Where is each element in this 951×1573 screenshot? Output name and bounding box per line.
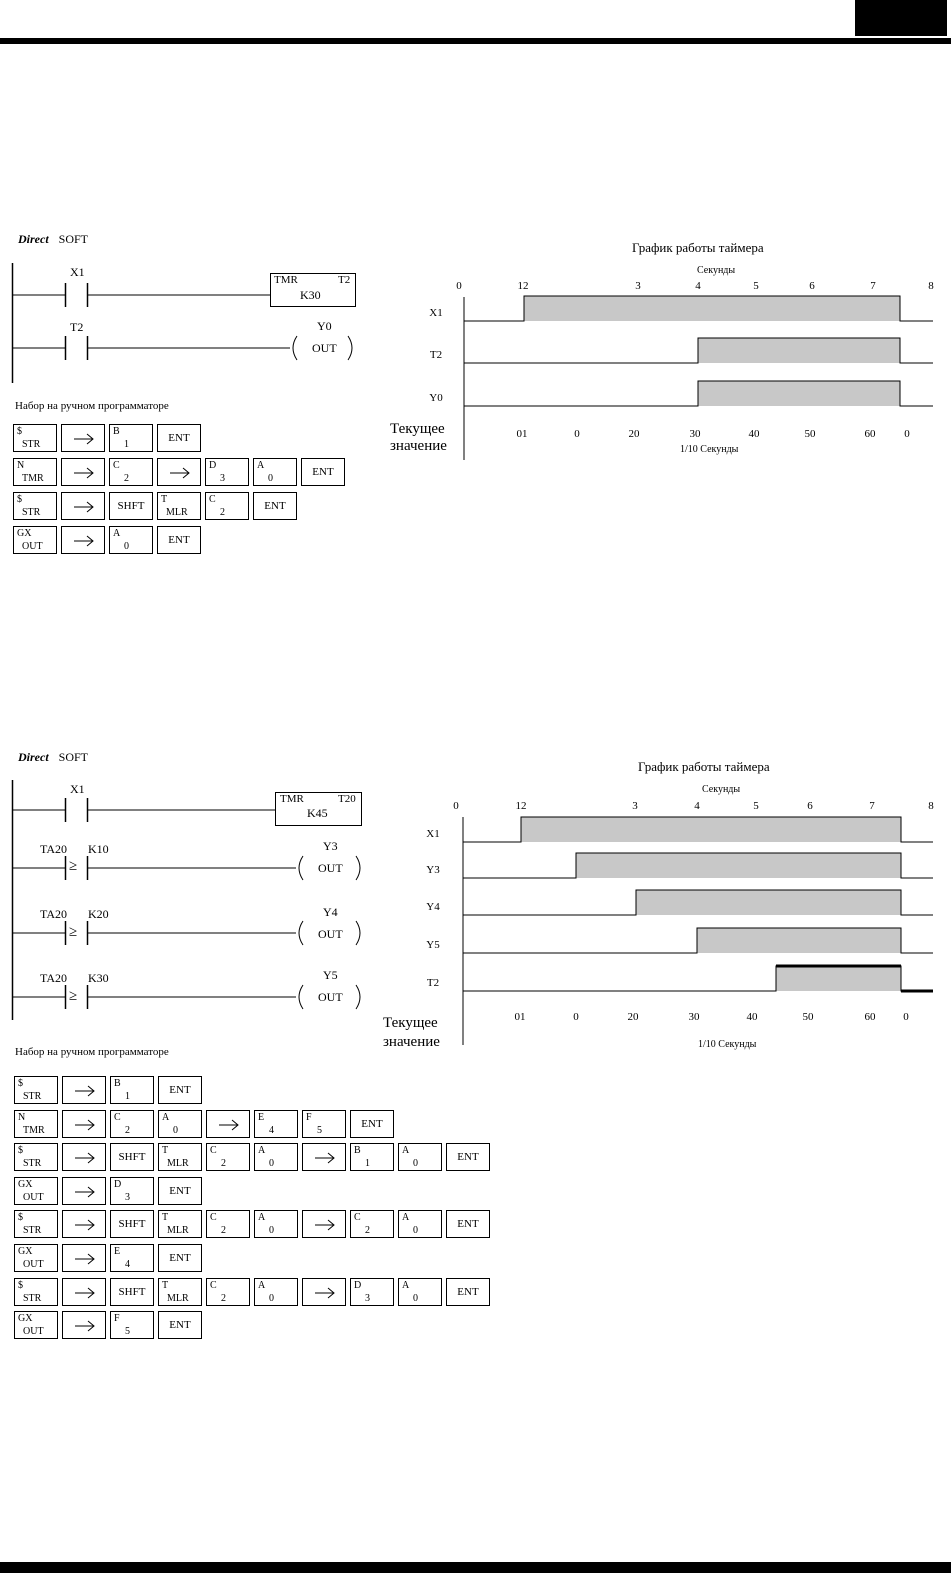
arrow-key-icon xyxy=(61,492,105,520)
timer-name: T2 xyxy=(338,274,351,286)
timing-unit-bottom-1: 1/10 Секунды xyxy=(680,444,739,455)
top-tick-label: 7 xyxy=(870,280,876,292)
bottom-tick-label: 20 xyxy=(627,1011,639,1023)
bottom-tick-label: 40 xyxy=(748,428,760,440)
timer-type-2: TMR xyxy=(280,793,304,805)
timer-name-2: T20 xyxy=(338,793,356,805)
key-mlr: T MLR xyxy=(158,1278,202,1306)
bottom-tick-label: 40 xyxy=(746,1011,758,1023)
bottom-tick-label: 60 xyxy=(864,428,876,440)
key-str: $ STR xyxy=(14,1278,58,1306)
cmp-right-3: K30 xyxy=(88,971,109,985)
key-0: A 0 xyxy=(254,1210,298,1238)
signal-on-region xyxy=(697,928,901,953)
key-1: B 1 xyxy=(110,1076,154,1104)
footer-rule xyxy=(0,1562,951,1573)
top-tick-label: 4 xyxy=(694,800,700,812)
key-shft: SHFT xyxy=(109,492,153,520)
key-3: D 3 xyxy=(205,458,249,486)
key-5: F 5 xyxy=(110,1311,154,1339)
key-mlr: T MLR xyxy=(158,1210,202,1238)
current-value-label-1: Текущее значение xyxy=(390,421,447,454)
top-tick-label: 6 xyxy=(809,280,815,292)
bottom-tick-label: 20 xyxy=(628,428,640,440)
cmp-left-1: TA20 xyxy=(40,842,68,856)
key-ent: ENT xyxy=(446,1210,490,1238)
current-value-label-2: Текущее значение xyxy=(383,1015,440,1050)
bottom-tick-label: 30 xyxy=(688,1011,700,1023)
timer-preset: K30 xyxy=(300,288,321,302)
brand-label-2: Direct SOFT xyxy=(18,750,88,764)
bottom-tick-label: 0 xyxy=(573,1011,579,1023)
keypad-sequence-2 xyxy=(14,1076,494,1348)
key-str: $ STR xyxy=(13,424,57,452)
key-0: A 0 xyxy=(398,1278,442,1306)
bottom-tick-label: 0 xyxy=(904,428,910,440)
signal-on-region xyxy=(576,853,901,878)
key-2: C 2 xyxy=(110,1110,154,1138)
arrow-key-icon xyxy=(62,1278,106,1306)
coil-name-y4: Y4 xyxy=(323,905,338,919)
top-tick-label: 7 xyxy=(869,800,875,812)
contact-label-x1-2: X1 xyxy=(70,782,85,796)
top-tick-label: 0 xyxy=(456,280,462,292)
key-2: C 2 xyxy=(205,492,249,520)
arrow-key-icon xyxy=(62,1076,106,1104)
key-out: GX OUT xyxy=(14,1311,58,1339)
top-tick-label: 3 xyxy=(632,800,638,812)
key-str: $ STR xyxy=(14,1210,58,1238)
key-0: A 0 xyxy=(398,1143,442,1171)
key-out: GX OUT xyxy=(14,1177,58,1205)
key-1: B 1 xyxy=(109,424,153,452)
coil-label: OUT xyxy=(312,341,337,355)
timing-title-2: График работы таймера xyxy=(638,759,770,774)
arrow-key-icon xyxy=(61,458,105,486)
key-1: B 1 xyxy=(350,1143,394,1171)
top-tick-label: 3 xyxy=(635,280,641,292)
signal-on-region xyxy=(698,381,900,406)
arrow-key-icon xyxy=(302,1143,346,1171)
key-ent: ENT xyxy=(350,1110,394,1138)
signal-label: Y0 xyxy=(429,392,443,404)
signal-on-region xyxy=(776,966,901,991)
arrow-key-icon xyxy=(206,1110,250,1138)
cmp-right-1: K10 xyxy=(88,842,109,856)
cmp-left-3: TA20 xyxy=(40,971,68,985)
bottom-tick-label: 30 xyxy=(689,428,701,440)
timer-preset-2: K45 xyxy=(307,806,328,820)
signal-label: T2 xyxy=(429,349,443,361)
arrow-key-icon xyxy=(62,1110,106,1138)
ge-symbol-1: ≥ xyxy=(69,858,78,874)
top-tick-label: 12 xyxy=(517,280,529,292)
bottom-tick-label: 0 xyxy=(574,428,580,440)
key-2: C 2 xyxy=(350,1210,394,1238)
bottom-tick-label: 50 xyxy=(804,428,816,440)
key-tmr: N TMR xyxy=(14,1110,58,1138)
key-0: A 0 xyxy=(158,1110,202,1138)
keypad-title-2: Набор на ручном программаторе xyxy=(15,1046,169,1058)
signal-on-region xyxy=(698,338,900,363)
key-ent: ENT xyxy=(158,1311,202,1339)
key-out: GX OUT xyxy=(14,1244,58,1272)
coil-label-y5: OUT xyxy=(318,990,343,1004)
signal-on-region xyxy=(521,817,901,842)
key-ent: ENT xyxy=(446,1278,490,1306)
key-0: A 0 xyxy=(398,1210,442,1238)
signal-on-region xyxy=(636,890,901,915)
key-mlr: T MLR xyxy=(158,1143,202,1171)
key-ent: ENT xyxy=(301,458,345,486)
bottom-tick-label: 01 xyxy=(516,428,528,440)
arrow-key-icon xyxy=(302,1210,346,1238)
arrow-key-icon xyxy=(157,458,201,486)
signal-label: Y5 xyxy=(426,939,440,951)
key-tmr: N TMR xyxy=(13,458,57,486)
key-out: GX OUT xyxy=(13,526,57,554)
timer-type: TMR xyxy=(274,274,298,286)
key-str: $ STR xyxy=(14,1076,58,1104)
bottom-tick-label: 0 xyxy=(903,1011,909,1023)
key-ent: ENT xyxy=(253,492,297,520)
key-2: C 2 xyxy=(206,1278,250,1306)
header-block xyxy=(855,0,947,36)
key-5: F 5 xyxy=(302,1110,346,1138)
coil-label-y3: OUT xyxy=(318,861,343,875)
signal-label: T2 xyxy=(426,977,440,989)
top-tick-label: 0 xyxy=(453,800,459,812)
key-3: D 3 xyxy=(110,1177,154,1205)
key-2: C 2 xyxy=(206,1210,250,1238)
key-4: E 4 xyxy=(254,1110,298,1138)
key-shft: SHFT xyxy=(110,1210,154,1238)
key-ent: ENT xyxy=(158,1244,202,1272)
key-str: $ STR xyxy=(14,1143,58,1171)
keypad-title-1: Набор на ручном программаторе xyxy=(15,400,169,412)
key-mlr: T MLR xyxy=(157,492,201,520)
bottom-tick-label: 60 xyxy=(864,1011,876,1023)
arrow-key-icon xyxy=(62,1143,106,1171)
signal-on-region xyxy=(524,296,900,321)
top-tick-label: 5 xyxy=(753,280,759,292)
cmp-right-2: K20 xyxy=(88,907,109,921)
timing-unit-bottom-2: 1/10 Секунды xyxy=(698,1039,757,1050)
timing-unit-top-1: Секунды xyxy=(697,265,736,276)
timing-unit-top-2: Секунды xyxy=(702,784,741,795)
signal-label: X1 xyxy=(429,307,443,319)
contact-label-t2: T2 xyxy=(70,320,84,334)
key-2: C 2 xyxy=(109,458,153,486)
arrow-key-icon xyxy=(302,1278,346,1306)
cmp-left-2: TA20 xyxy=(40,907,68,921)
bottom-tick-label: 50 xyxy=(802,1011,814,1023)
timing-title-1: График работы таймера xyxy=(632,240,764,255)
key-shft: SHFT xyxy=(110,1143,154,1171)
brand-label-1: Direct SOFT xyxy=(18,232,88,246)
contact-label-x1: X1 xyxy=(70,265,85,279)
signal-label: X1 xyxy=(426,828,440,840)
top-tick-label: 12 xyxy=(515,800,527,812)
keypad-sequence-1 xyxy=(13,424,373,559)
top-tick-label: 4 xyxy=(695,280,701,292)
top-tick-label: 8 xyxy=(928,800,934,812)
timing-chart-2 xyxy=(380,790,951,1055)
top-tick-label: 6 xyxy=(807,800,813,812)
key-shft: SHFT xyxy=(110,1278,154,1306)
arrow-key-icon xyxy=(62,1210,106,1238)
coil-name-y3: Y3 xyxy=(323,839,338,853)
arrow-key-icon xyxy=(62,1244,106,1272)
ge-symbol-2: ≥ xyxy=(69,924,78,940)
key-ent: ENT xyxy=(158,1076,202,1104)
key-4: E 4 xyxy=(110,1244,154,1272)
key-str: $ STR xyxy=(13,492,57,520)
coil-label-y4: OUT xyxy=(318,927,343,941)
key-0: A 0 xyxy=(109,526,153,554)
key-ent: ENT xyxy=(446,1143,490,1171)
arrow-key-icon xyxy=(62,1177,106,1205)
top-tick-label: 8 xyxy=(928,280,934,292)
key-2: C 2 xyxy=(206,1143,250,1171)
coil-name: Y0 xyxy=(317,319,332,333)
header-rule xyxy=(0,38,951,44)
arrow-key-icon xyxy=(62,1311,106,1339)
key-0: A 0 xyxy=(254,1143,298,1171)
signal-label: Y3 xyxy=(426,864,440,876)
key-0: A 0 xyxy=(254,1278,298,1306)
key-3: D 3 xyxy=(350,1278,394,1306)
arrow-key-icon xyxy=(61,424,105,452)
top-tick-label: 5 xyxy=(753,800,759,812)
arrow-key-icon xyxy=(61,526,105,554)
coil-name-y5: Y5 xyxy=(323,968,338,982)
bottom-tick-label: 01 xyxy=(514,1011,526,1023)
key-ent: ENT xyxy=(157,526,201,554)
ge-symbol-3: ≥ xyxy=(69,988,78,1004)
key-ent: ENT xyxy=(157,424,201,452)
signal-label: Y4 xyxy=(426,901,440,913)
key-0: A 0 xyxy=(253,458,297,486)
timing-chart-1 xyxy=(380,270,951,470)
key-ent: ENT xyxy=(158,1177,202,1205)
